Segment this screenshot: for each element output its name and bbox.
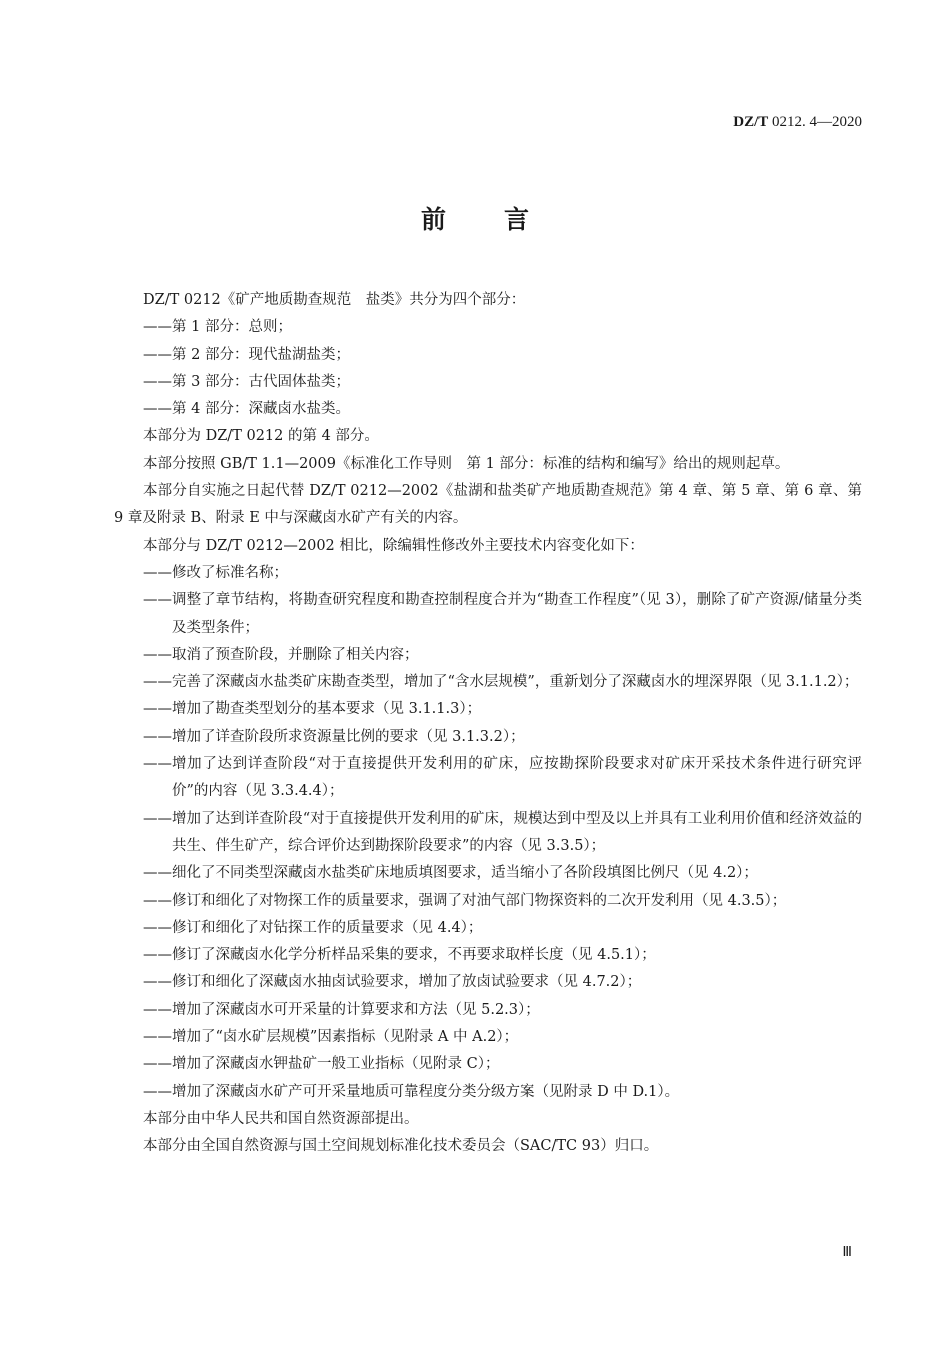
change-text: 修改了标准名称； [172,564,288,581]
change-item [114,560,862,587]
change-item [114,806,862,861]
dash: —— [143,674,172,691]
change-item [114,751,862,806]
dash: —— [143,892,172,909]
standard-code-prefix: DZ/T [733,114,769,130]
change-text: 增加了达到详查阶段“对于直接提供开发利用的矿床，规模达到中型及以上并具有工业利用价值和经济效益的共生、伴生矿产，综合评价达到勘探阶段要求”的内容（见 3.3.5）； [172,810,862,854]
dash: —— [143,1056,172,1073]
part-item [114,369,862,396]
page-title: 前言 [420,205,587,234]
dash: —— [143,373,172,390]
document-body [114,287,862,1161]
change-text: 修订了深藏卤水化学分析样品采集的要求，不再要求取样长度（见 4.5.1）； [172,947,656,964]
change-item [114,669,862,696]
change-text: 完善了深藏卤水盐类矿床勘查类型，增加了“含水层规模”，重新划分了深藏卤水的埋深界限（见 3.1.1.2）； [172,674,859,691]
dash: —— [143,592,172,609]
change-item [114,642,862,669]
change-text: 增加了详查阶段所求资源量比例的要求（见 3.1.3.2）； [172,728,525,745]
paragraph: 本部分为 DZ/T 0212 的第 4 部分。 [143,428,379,445]
change-item [114,1024,862,1051]
dash: —— [143,319,172,336]
dash: —— [143,346,172,363]
change-text: 修订和细化了深藏卤水抽卤试验要求，增加了放卤试验要求（见 4.7.2）； [172,974,642,991]
dash: —— [143,564,172,581]
change-item [114,696,862,723]
part-item [114,314,862,341]
dash: —— [143,1029,172,1046]
part-text: 第 2 部分：现代盐湖盐类； [172,346,350,363]
change-item [114,969,862,996]
paragraph: 本部分与 DZ/T 0212—2002 相比，除编辑性修改外主要技术内容变化如下： [143,537,644,554]
part-item [114,342,862,369]
dash: —— [143,756,172,773]
dash: —— [143,701,172,718]
dash: —— [143,919,172,936]
part-item [114,396,862,423]
dash: —— [143,810,172,827]
change-text: 增加了达到详查阶段“对于直接提供开发利用的矿床，应按勘探阶段要求对矿床开采技术条件进行研究评价”的内容（见 3.3.4.4）； [172,756,862,800]
change-item [114,942,862,969]
dash: —— [143,974,172,991]
dash: —— [143,728,172,745]
standard-code-number: 0212. 4—2020 [768,114,862,130]
dash: —— [143,947,172,964]
change-text: 修订和细化了对钻探工作的质量要求（见 4.4）； [172,919,483,936]
dash: —— [143,1083,172,1100]
change-text: 修订和细化了对物探工作的质量要求，强调了对油气部门物探资料的二次开发利用（见 4.3.5）； [172,892,787,909]
standard-code [733,114,862,131]
change-item [114,724,862,751]
change-item [114,1051,862,1078]
dash: —— [143,646,172,663]
change-text: 增加了深藏卤水钾盐矿一般工业指标（见附录 C）； [172,1056,500,1073]
dash: —— [143,865,172,882]
change-text: 增加了勘查类型划分的基本要求（见 3.1.1.3）； [172,701,482,718]
change-text: 细化了不同类型深藏卤水盐类矿床地质填图要求，适当缩小了各阶段填图比例尺（见 4.2）； [172,865,758,882]
change-text: 调整了章节结构，将勘查研究程度和勘查控制程度合并为“勘查工作程度”（见 3），删除了矿产资源/储量分类及类型条件； [172,592,862,636]
paragraph: 本部分按照 GB/T 1.1—2009《标准化工作导则 第 1 部分：标准的结构和编写》给出的规则起草。 [143,455,790,472]
closing-paragraph: 本部分由中华人民共和国自然资源部提出。 [143,1110,419,1127]
change-item [114,587,862,642]
closing-paragraph: 本部分由全国自然资源与国土空间规划标准化技术委员会（SAC/TC 93）归口。 [143,1138,659,1155]
dash: —— [143,1001,172,1018]
dash: —— [143,401,172,418]
change-item [114,860,862,887]
part-text: 第 4 部分：深藏卤水盐类。 [172,401,350,418]
change-text: 取消了预查阶段，并删除了相关内容； [172,646,419,663]
page-number: Ⅲ [842,1245,852,1260]
paragraph: 本部分自实施之日起代替 DZ/T 0212—2002《盐湖和盐类矿产地质勘查规范》第 4 章、第 5 章、第 6 章、第 9 章及附录 B、附录 E 中与深藏卤水矿产有关的内容。 [114,483,862,527]
change-text: 增加了深藏卤水矿产可开采量地质可靠程度分类分级方案（见附录 D 中 D.1）。 [172,1083,680,1100]
change-item [114,1079,862,1106]
part-text: 第 1 部分：总则； [172,319,292,336]
part-text: 第 3 部分：古代固体盐类； [172,373,350,390]
change-text: 增加了深藏卤水可开采量的计算要求和方法（见 5.2.3）； [172,1001,540,1018]
intro-paragraph: DZ/T 0212《矿产地质勘查规范 盐类》共分为四个部分： [143,292,526,308]
change-item [114,997,862,1024]
change-item [114,888,862,915]
change-item [114,915,862,942]
change-text: 增加了“卤水矿层规模”因素指标（见附录 A 中 A.2）； [172,1029,519,1046]
